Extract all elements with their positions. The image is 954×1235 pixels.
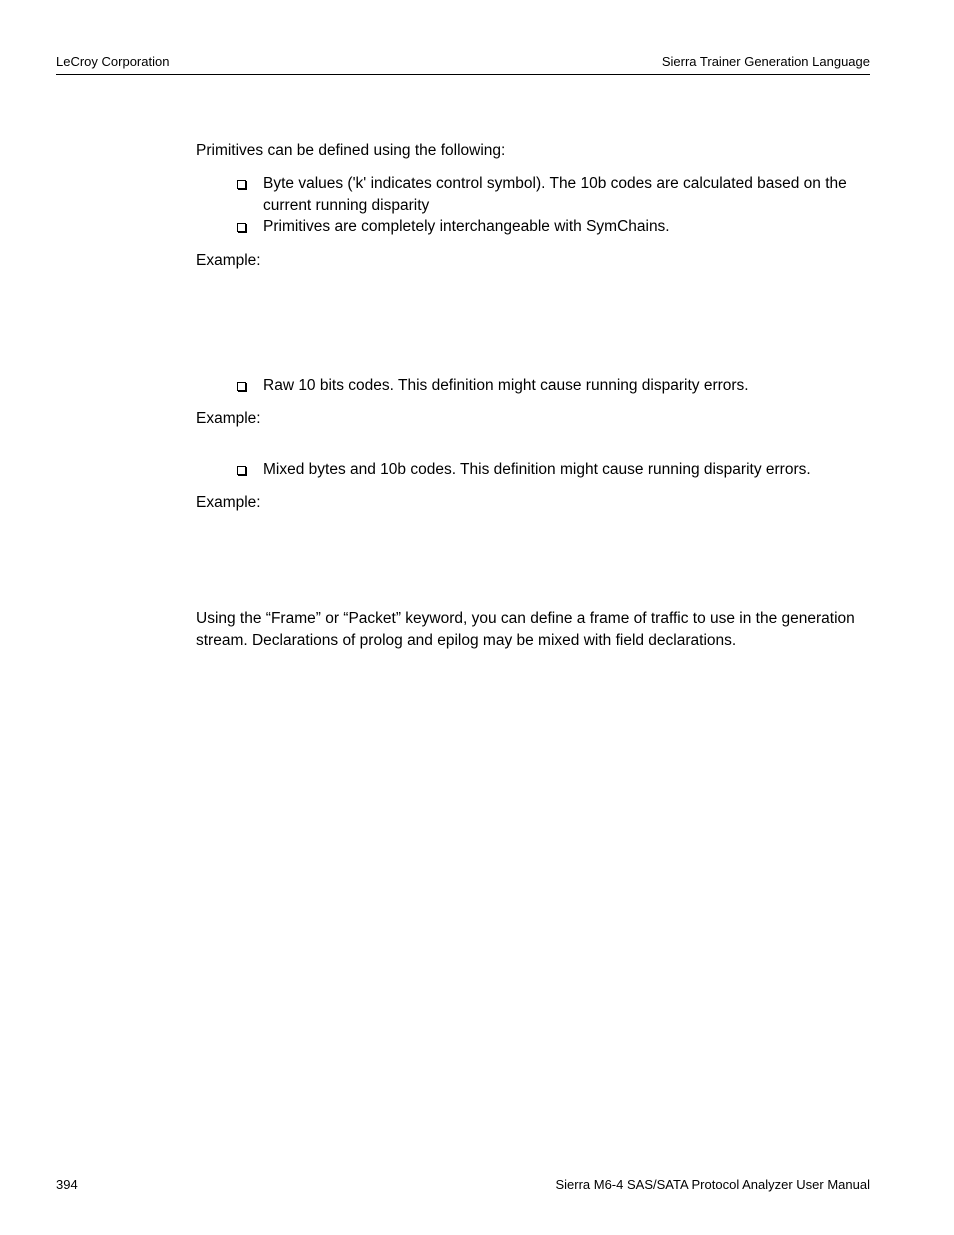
- example-label: Example:: [196, 410, 261, 427]
- list-item-text: Raw 10 bits codes. This definition might cause running disparity errors.: [263, 377, 749, 394]
- example-label: Example:: [196, 252, 261, 269]
- list-item-text: Byte values ('k' indicates control symbol). The 10b codes are calculated based on the current running disparity: [263, 175, 847, 214]
- checkbox-bullet-icon: [237, 466, 246, 475]
- checkbox-bullet-icon: [237, 382, 246, 391]
- intro-paragraph: Primitives can be defined using the following:: [196, 142, 506, 159]
- list-item-text: Mixed bytes and 10b codes. This definition might cause running disparity errors.: [263, 461, 811, 478]
- example-label: Example:: [196, 494, 261, 511]
- frame-paragraph: Using the “Frame” or “Packet” keyword, you can define a frame of traffic to use in the generation stream. Declarations of prolog and epilog may be mixed with field declarations.: [196, 610, 855, 649]
- checkbox-bullet-icon: [237, 180, 246, 189]
- header-section-title: Sierra Trainer Generation Language: [661, 54, 870, 69]
- list-item-text: Primitives are completely interchangeable with SymChains.: [263, 218, 670, 235]
- page-header: [56, 52, 870, 75]
- checkbox-bullet-icon: [237, 223, 246, 232]
- page-number: 394: [56, 1177, 78, 1192]
- header-company: LeCroy Corporation: [56, 54, 170, 69]
- footer-manual-title: Sierra M6-4 SAS/SATA Protocol Analyzer User Manual: [555, 1177, 870, 1192]
